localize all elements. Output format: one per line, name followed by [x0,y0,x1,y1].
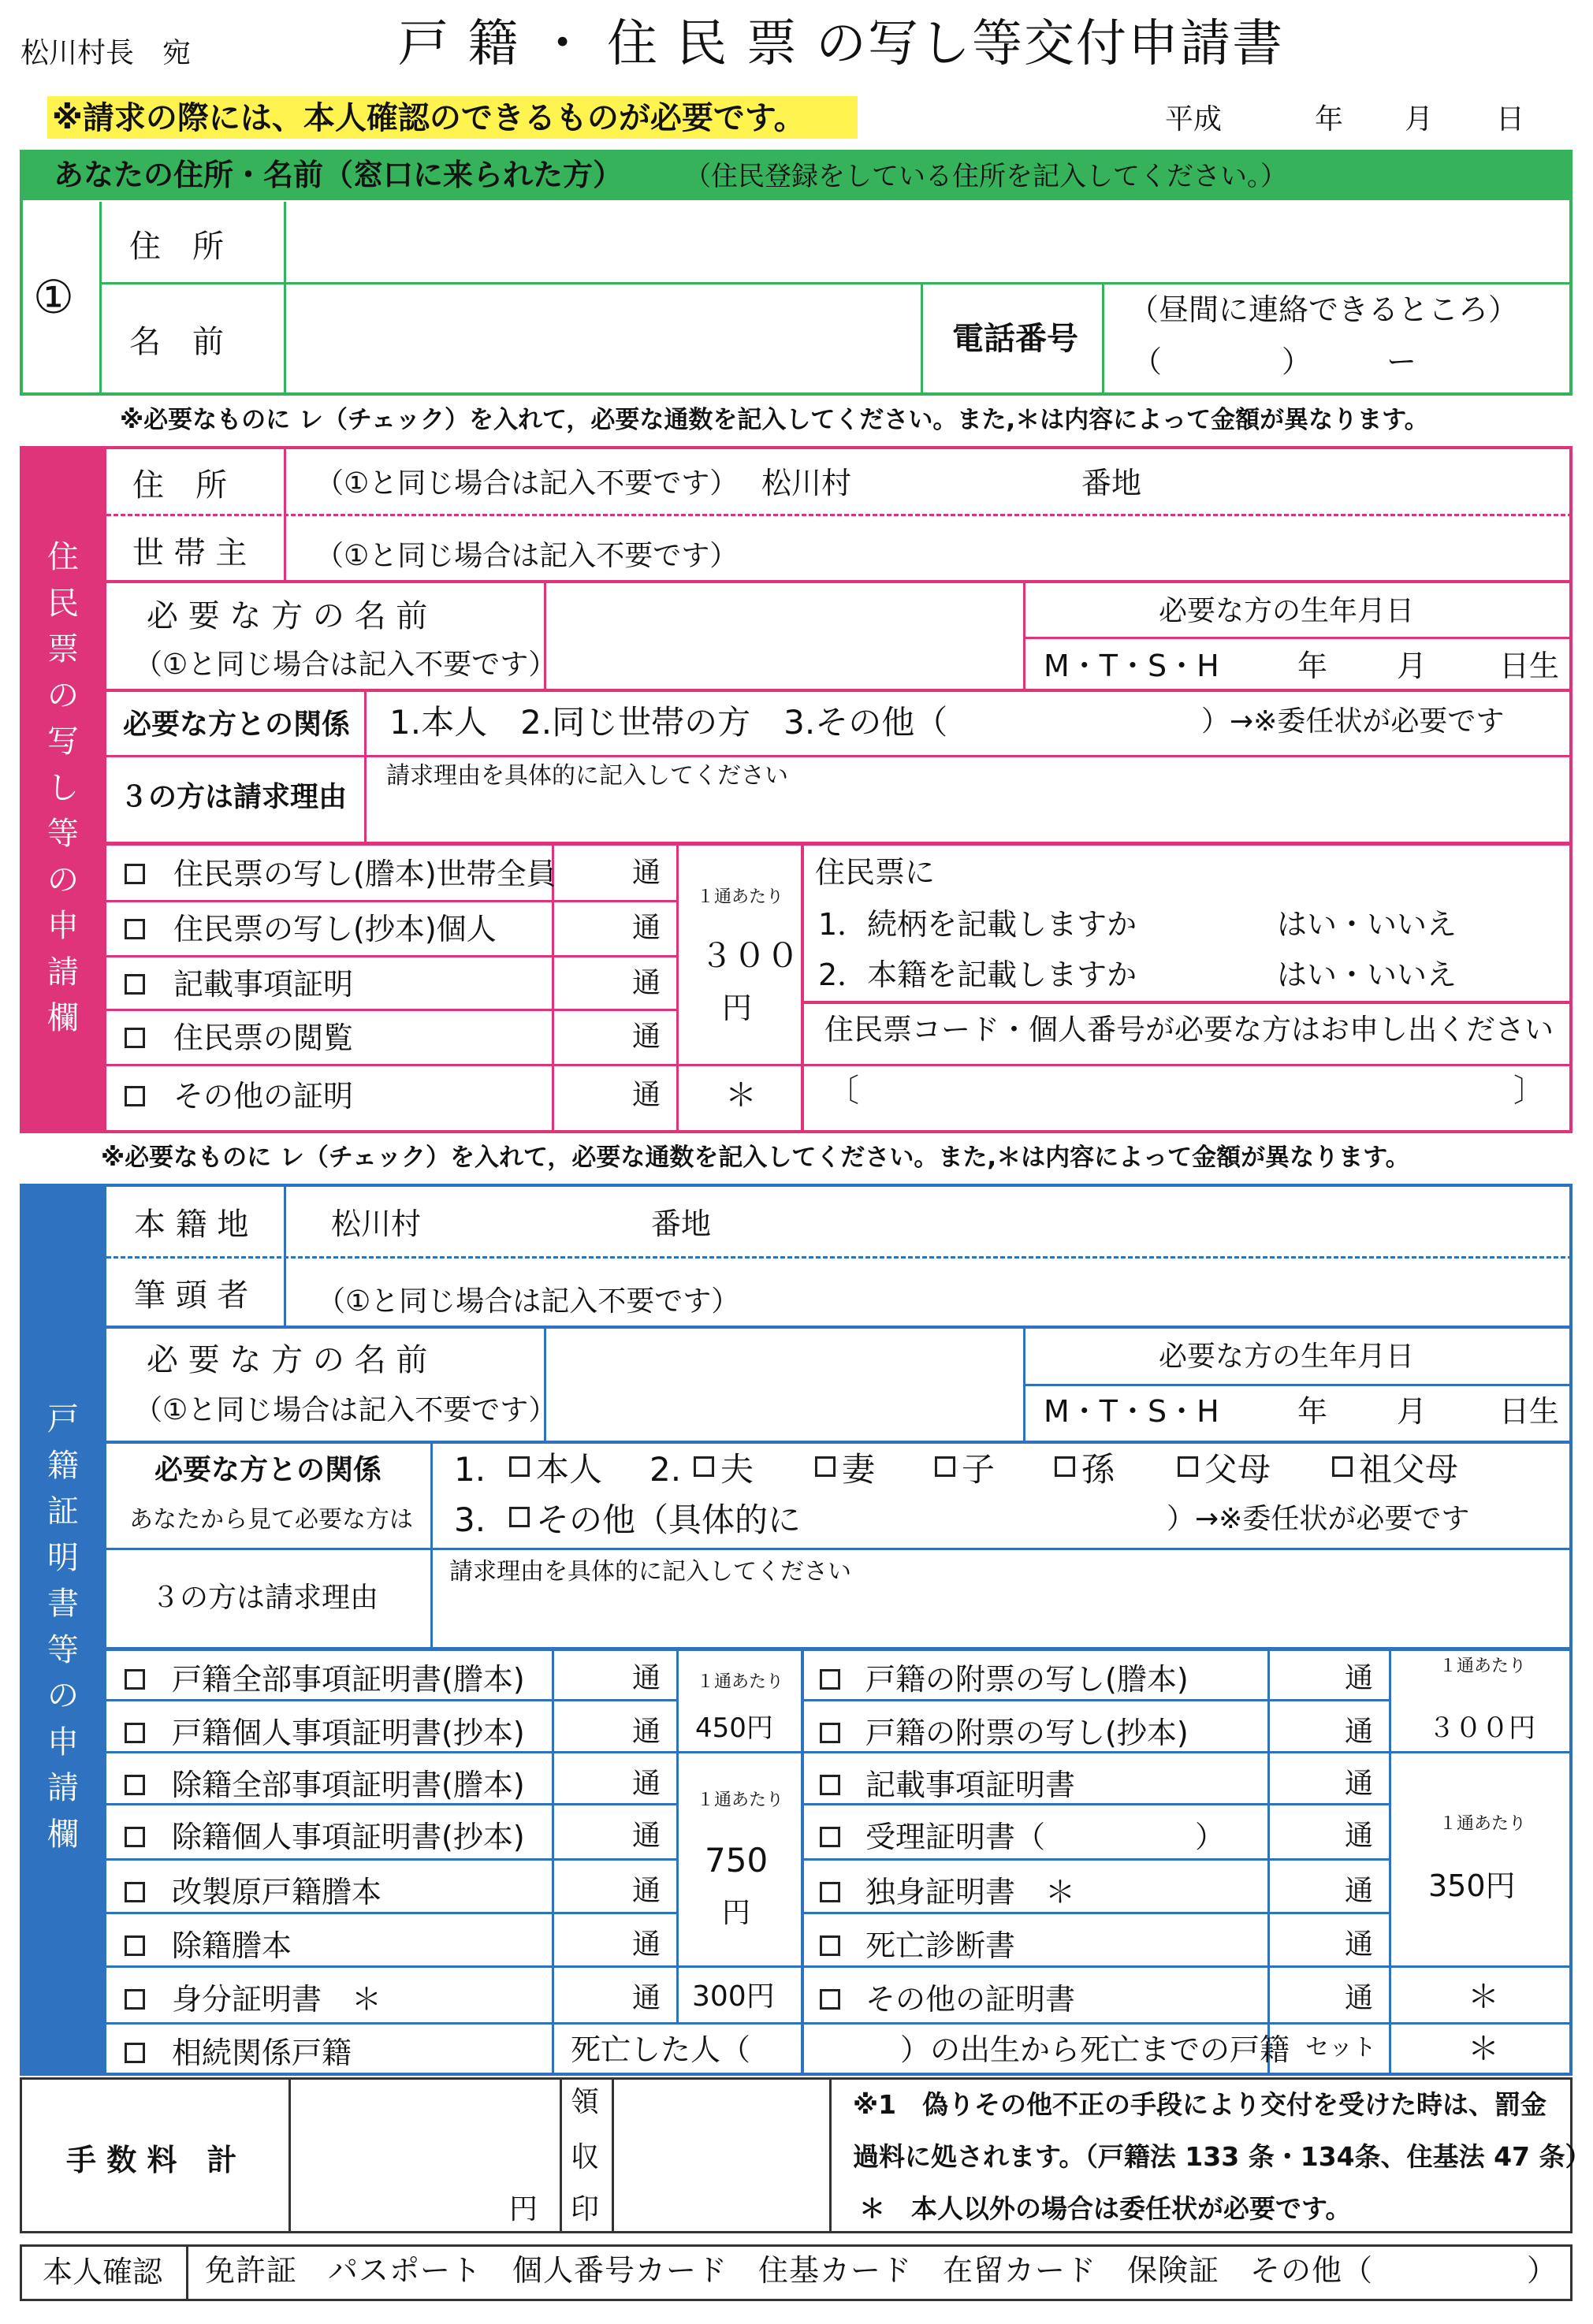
side-title-char: 戸 [47,1401,79,1437]
koseki-birth-day: 日生 [1499,1394,1560,1429]
hittou-note: （①と同じ場合は記入不要です） [317,1285,740,1318]
koseki-item-label: 除籍全部事項証明書(謄本) [172,1768,525,1802]
residence-item-checkbox[interactable] [125,864,145,884]
applicant-address-field[interactable] [287,205,1570,281]
koseki-item-checkbox[interactable] [125,2043,145,2063]
option-relationship-yesno[interactable]: はい・いいえ [1277,907,1457,942]
receipt-char-2: 収 [571,2141,600,2173]
koseki-item-label: 身分証明書 ＊ [172,1982,382,2017]
side-title-char: の [47,861,79,898]
koseki-right-item-label: 死亡診断書 [865,1928,1016,1963]
koseki-item-checkbox[interactable] [125,1989,145,2010]
honseki-banchi: 番地 [651,1207,712,1241]
relation-other-tail: ）→※委任状が必要です [1167,1503,1470,1535]
koseki-right-item-count-unit: 通 [1345,1716,1374,1748]
relation-child-checkbox[interactable] [935,1456,955,1477]
koseki-right-item-label: 受理証明書（ ） [865,1820,1226,1854]
receipt-char-1: 領 [571,2086,600,2118]
koseki-price-750-yen: 円 [722,1897,751,1929]
koseki-price-750: 750 [705,1841,769,1880]
residence-birth-year: 年 [1297,649,1328,683]
koseki-item-label: 戸籍全部事項証明書(謄本) [172,1662,525,1697]
residence-need-name-label: 必 要 な 方 の 名 前 [147,598,428,634]
side-title-char: 等 [47,816,79,852]
koseki-right-item-label: 記載事項証明書 [865,1768,1076,1802]
koseki-per-copy-1: １通あたり [697,1672,784,1692]
fee-total-yen: 円 [509,2193,538,2225]
residence-address-label: 住 所 [132,467,227,504]
koseki-right-item-count-unit: 通 [1345,1662,1374,1694]
relation-self: 本人 [536,1450,603,1489]
residence-item-count-unit: 通 [632,967,661,999]
residence-need-name-note: （①と同じ場合は記入不要です） [134,649,557,681]
id-check-label: 本人確認 [43,2255,163,2289]
koseki-item-checkbox[interactable] [125,1723,145,1743]
koseki-item-count-unit: 通 [632,1768,661,1800]
option-domicile-yesno[interactable]: はい・いいえ [1277,957,1457,992]
honseki-label: 本 籍 地 [134,1207,249,1243]
residence-item-count-unit: 通 [632,857,661,889]
phone-note: （昼間に連絡できるところ） [1129,292,1519,327]
koseki-item-count-unit: 通 [632,1982,661,2014]
side-title-char: 欄 [47,1816,79,1853]
relation-wife: 妻 [842,1450,876,1489]
residence-item-count-unit: 通 [632,912,661,944]
relation-num-3: 3. [454,1500,486,1539]
fee-total-label: 手 数 料 計 [66,2143,237,2177]
resident-code-left-bracket: 〔 [828,1073,859,1109]
penalty-note-1: ※1 偽りその他不正の手段により交付を受けた時は、罰金 [853,2089,1547,2120]
resident-code-note: 住民票コード・個人番号が必要な方はお申し出ください [824,1013,1554,1047]
phone-field[interactable]: （ ） ー [1132,344,1417,379]
relation-grandparents: 祖父母 [1359,1450,1459,1489]
relation-wife-checkbox[interactable] [815,1456,836,1477]
koseki-item-count-unit: 通 [632,1662,661,1694]
resident-code-right-bracket: 〕 [1513,1073,1545,1109]
koseki-right-item-checkbox[interactable] [820,1669,840,1690]
koseki-right-item-label: 独身証明書 ＊ [865,1875,1076,1909]
residence-relation-label: 必要な方との関係 [123,708,351,741]
side-title-char: 申 [47,908,79,944]
koseki-relation-label: 必要な方との関係 [154,1454,382,1486]
residence-item-label: 住民票の写し(謄本)世帯全員 [173,857,556,891]
residence-item-checkbox[interactable] [125,919,145,939]
side-title-char: 請 [47,954,79,991]
koseki-item-count-unit: 通 [632,1928,661,1961]
koseki-right-price-300: ３００円 [1428,1712,1535,1744]
residence-item-checkbox[interactable] [125,974,145,995]
koseki-right-item-count-unit: 通 [1345,1768,1374,1800]
side-title-char: 書 [47,1586,79,1622]
penalty-note-2: 過料に処されます。（戸籍法 133 条・134条、住基法 47 条） [853,2141,1591,2172]
relation-parents: 父母 [1204,1450,1271,1489]
koseki-item-label: 戸籍個人事項証明書(抄本) [172,1716,525,1750]
koseki-item-label: 除籍謄本 [172,1928,292,1963]
applicant-name-field[interactable] [287,285,917,394]
koseki-item-checkbox[interactable] [125,1827,145,1847]
koseki-right-price-350: 350円 [1428,1868,1516,1903]
id-notice: ※請求の際には、本人確認のできるものが必要です。 [52,100,806,136]
koseki-birth-label: 必要な方の生年月日 [1159,1340,1415,1373]
residence-relation-options[interactable]: 1.本人 2.同じ世帯の方 3.その他（ [389,703,948,742]
residence-price: ３００ [700,936,800,975]
koseki-right-item-count-unit: 通 [1345,1820,1374,1852]
relation-self-checkbox[interactable] [509,1456,530,1477]
koseki-right-other-star: ＊ [1468,1979,1499,2015]
instruction-note-2: ※必要なものに レ（チェック）を入れて，必要な通数を記入してください。また,＊は内容によって金額が異なります。 [101,1143,1410,1172]
koseki-right-item-checkbox[interactable] [820,1827,840,1847]
residence-reason-field[interactable] [383,796,1565,838]
residence-birth-month: 月 [1397,649,1427,683]
side-title-char: 申 [47,1723,79,1761]
side-title-char: 民 [47,585,79,622]
addressee: 松川村長 宛 [20,37,192,69]
koseki-right-item-label: 戸籍の附票の写し(謄本) [865,1662,1189,1697]
applicant-address-label: 住 所 [129,229,224,265]
koseki-right-item-label: 戸籍の附票の写し(抄本) [865,1716,1189,1750]
koseki-side-title [39,1396,87,1857]
koseki-right-item-checkbox[interactable] [820,1882,840,1902]
householder-note: （①と同じ場合は記入不要です） [315,540,739,572]
residence-item-label: 記載事項証明 [173,967,354,1002]
koseki-reason-label: ３の方は請求理由 [151,1582,379,1614]
side-title-char: の [47,677,79,714]
residence-reason-note: 請求理由を具体的に記入してください [386,762,788,790]
side-title-char: 写 [47,723,79,760]
residence-item-checkbox[interactable] [125,1028,145,1048]
residence-options-title: 住民票に [815,855,936,890]
honseki-field[interactable] [441,1190,631,1253]
era-label: 平成 [1165,103,1223,136]
koseki-item-checkbox[interactable] [125,1882,145,1902]
fee-total-field[interactable] [292,2080,556,2199]
koseki-need-name-note: （①と同じ場合は記入不要です） [134,1394,557,1426]
residence-other-star: ＊ [725,1077,757,1114]
koseki-right-per-copy-1: １通あたり [1439,1657,1527,1676]
residence-price-yen: 円 [722,991,753,1025]
koseki-right-item-count-unit: 通 [1345,1875,1374,1907]
koseki-birth-era: M・T・S・H [1044,1394,1219,1429]
koseki-need-name-label: 必 要 な 方 の 名 前 [147,1342,428,1378]
option-domicile: 2．本籍を記載しますか [818,957,1137,992]
koseki-right-item-count-unit: 通 [1345,1982,1374,2014]
inherit-star: ＊ [1468,2031,1499,2067]
koseki-item-checkbox[interactable] [125,1935,145,1956]
applicant-header-note: （住民登録をしている住所を記入してください。） [684,161,1287,192]
residence-per-copy: １通あたり [697,887,784,907]
residence-banchi: 番地 [1081,466,1142,500]
koseki-item-label: 除籍個人事項証明書(抄本) [172,1820,525,1854]
residence-item-label: その他の証明 [173,1079,354,1114]
koseki-price-450: 450円 [695,1712,773,1744]
side-title-char: 票 [47,631,79,667]
householder-field[interactable] [788,519,1569,577]
residence-birth-day: 日生 [1499,649,1560,683]
side-title-char: の [47,1678,79,1714]
residence-relation-tail: ）→※委任状が必要です [1201,705,1505,738]
resident-code-field[interactable] [867,1067,1498,1127]
koseki-price-300: 300円 [692,1980,775,2013]
residence-village: 松川村 [761,466,852,500]
year-label: 年 [1315,103,1344,136]
koseki-right-item-checkbox[interactable] [820,1989,840,2010]
side-title-char: 籍 [47,1447,79,1484]
side-title-char: 住 [47,539,79,575]
koseki-right-per-copy-2: １通あたり [1439,1814,1527,1834]
hittou-field[interactable] [788,1261,1569,1322]
koseki-birth-month: 月 [1397,1394,1427,1429]
applicant-name-label: 名 前 [129,324,224,360]
proxy-note: ＊ 本人以外の場合は委任状が必要です。 [859,2193,1352,2224]
koseki-right-item-checkbox[interactable] [820,1723,840,1743]
relation-other: その他（具体的に [536,1500,802,1539]
inherit-set: セット [1305,2034,1376,2062]
residence-item-label: 住民票の閲覧 [173,1021,354,1055]
koseki-item-label: 相続関係戸籍 [172,2036,352,2070]
residence-item-count-unit: 通 [632,1021,661,1053]
residence-address-field[interactable] [867,451,1072,511]
honseki-village: 松川村 [331,1207,422,1241]
month-label: 月 [1405,103,1434,136]
inherit-note: 死亡した人（ ）の出生から死亡までの戸籍 [571,2032,1290,2067]
residence-item-label: 住民票の写し(抄本)個人 [173,912,497,946]
koseki-need-name-field[interactable] [547,1329,1020,1437]
relation-num-1: 1. [454,1450,486,1489]
instruction-note-1: ※必要なものに レ（チェック）を入れて，必要な通数を記入してください。また,＊は内容によって金額が異なります。 [120,406,1429,434]
side-title-char: 証 [47,1493,79,1530]
koseki-item-count-unit: 通 [632,1820,661,1852]
koseki-right-item-label: その他の証明書 [865,1982,1076,2017]
koseki-reason-field[interactable] [446,1597,1565,1644]
koseki-right-item-checkbox[interactable] [820,1775,840,1795]
phone-label: 電話番号 [952,321,1078,357]
side-title-char: 明 [47,1539,79,1576]
hittou-label: 筆 頭 者 [134,1277,249,1314]
side-title-char: 等 [47,1631,79,1668]
circle-one: ① [33,270,74,324]
residence-birth-era: M・T・S・H [1044,649,1219,683]
koseki-item-checkbox[interactable] [125,1669,145,1690]
residence-side-title [39,534,87,1042]
koseki-item-checkbox[interactable] [125,1775,145,1795]
householder-label: 世 帯 主 [132,535,248,571]
residence-item-checkbox[interactable] [125,1086,145,1106]
koseki-per-copy-2: １通あたり [697,1790,784,1810]
residence-birth-label: 必要な方の生年月日 [1159,595,1415,627]
relation-grandparents-checkbox[interactable] [1332,1456,1353,1477]
receipt-char-3: 印 [571,2193,600,2225]
relation-husband-checkbox[interactable] [694,1456,714,1477]
residence-item-count-unit: 通 [632,1079,661,1111]
relation-grandchild-checkbox[interactable] [1055,1456,1075,1477]
applicant-header: あなたの住所・名前（窓口に来られた方） [54,158,623,192]
koseki-reason-note: 請求理由を具体的に記入してください [449,1558,851,1586]
side-title-char: し [47,769,79,806]
relation-child: 子 [962,1450,996,1489]
koseki-item-count-unit: 通 [632,1716,661,1748]
id-check-options[interactable]: 免許証 パスポート 個人番号カード 住基カード 在留カード 保険証 その他（ ） [205,2253,1558,2288]
residence-reason-label: ３の方は請求理由 [120,781,348,813]
koseki-item-label: 改製原戸籍謄本 [172,1875,382,1909]
relation-num-2: 2. [649,1450,682,1489]
day-label: 日 [1496,103,1525,136]
relation-grandchild: 孫 [1081,1450,1115,1489]
koseki-right-item-checkbox[interactable] [820,1935,840,1956]
koseki-birth-year: 年 [1297,1394,1328,1429]
side-title-char: 請 [47,1770,79,1806]
side-title-char: 欄 [47,1000,79,1036]
residence-need-name-field[interactable] [547,583,1020,686]
koseki-item-count-unit: 通 [632,1875,661,1907]
relation-parents-checkbox[interactable] [1178,1456,1198,1477]
relation-husband: 夫 [720,1450,754,1489]
relation-other-checkbox[interactable] [509,1507,530,1527]
koseki-right-item-count-unit: 通 [1345,1928,1374,1961]
koseki-relation-sub: あなたから見て必要な方は [129,1506,413,1534]
form-title: 戸 籍 ・ 住 民 票 の写し等交付申請書 [398,15,1285,73]
residence-address-note: （①と同じ場合は記入不要です） [315,467,739,500]
option-relationship: 1．続柄を記載しますか [818,907,1137,942]
